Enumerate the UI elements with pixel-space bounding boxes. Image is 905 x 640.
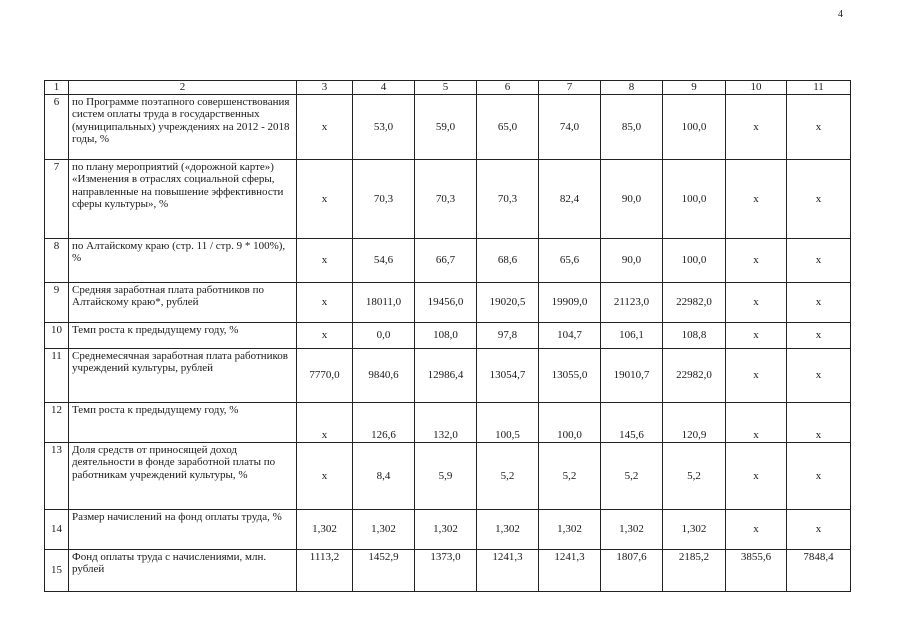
table-row (45, 323, 851, 349)
table-cell: 5,9 (415, 443, 477, 510)
table-cell: 7848,4 (787, 550, 851, 592)
table-row (45, 349, 851, 403)
table-cell: х (787, 160, 851, 239)
table-cell: х (726, 283, 787, 323)
table-cell: х (726, 95, 787, 160)
table-cell: 13054,7 (477, 349, 539, 403)
table-row (45, 443, 851, 510)
table-row (45, 283, 851, 323)
table-cell: 5,2 (477, 443, 539, 510)
row-number: 6 (45, 95, 69, 160)
table-cell: 97,8 (477, 323, 539, 349)
table-row (45, 239, 851, 283)
table-cell: х (297, 95, 353, 160)
table-cell: 0,0 (353, 323, 415, 349)
table-row (45, 95, 851, 160)
table-row (45, 510, 851, 550)
table-cell: 132,0 (415, 403, 477, 443)
table-cell: 1,302 (663, 510, 726, 550)
table-cell: 1,302 (601, 510, 663, 550)
table-cell: 108,0 (415, 323, 477, 349)
table-cell: 5,2 (601, 443, 663, 510)
table-cell: 120,9 (663, 403, 726, 443)
table-cell: 145,6 (601, 403, 663, 443)
table-cell: 68,6 (477, 239, 539, 283)
table-cell: х (726, 239, 787, 283)
table-cell: х (297, 443, 353, 510)
table-cell: х (726, 323, 787, 349)
table-cell: 1241,3 (477, 550, 539, 592)
table-cell: х (787, 349, 851, 403)
table-cell: 100,0 (663, 160, 726, 239)
table-cell: 108,8 (663, 323, 726, 349)
table-row (45, 160, 851, 239)
table-cell: 100,5 (477, 403, 539, 443)
table-cell: х (726, 349, 787, 403)
column-header: 11 (787, 81, 851, 95)
table-cell: 7770,0 (297, 349, 353, 403)
table-cell: 59,0 (415, 95, 477, 160)
row-label: Среднемесячная заработная плата работников учреждений культуры, рублей (69, 349, 297, 403)
table-cell: 100,0 (539, 403, 601, 443)
table-cell: 1113,2 (297, 550, 353, 592)
table-cell: 82,4 (539, 160, 601, 239)
table-cell: 65,6 (539, 239, 601, 283)
column-header: 5 (415, 81, 477, 95)
table-cell: 100,0 (663, 239, 726, 283)
table-cell: х (787, 443, 851, 510)
table-cell: 90,0 (601, 239, 663, 283)
row-number: 11 (45, 349, 69, 403)
row-label: Доля средств от приносящей доход деятельности в фонде заработной платы по работникам учреждений культуры, % (69, 443, 297, 510)
table-cell: 126,6 (353, 403, 415, 443)
table-row (45, 550, 851, 592)
table-cell: 21123,0 (601, 283, 663, 323)
table-cell: 53,0 (353, 95, 415, 160)
table-row (45, 403, 851, 443)
row-label: Средняя заработная плата работников по Алтайскому краю*, рублей (69, 283, 297, 323)
table-cell: х (726, 160, 787, 239)
table-cell: 12986,4 (415, 349, 477, 403)
table-cell: х (297, 323, 353, 349)
table-cell: 65,0 (477, 95, 539, 160)
table-cell: х (787, 510, 851, 550)
table-cell: 5,2 (539, 443, 601, 510)
row-label: по Программе поэтапного совершенствования систем оплаты труда в государственных (муниципальных) учреждениях на 2012 - 2018 годы, % (69, 95, 297, 160)
table-cell: 2185,2 (663, 550, 726, 592)
table-cell: х (726, 443, 787, 510)
table-cell: 1,302 (353, 510, 415, 550)
row-label: Размер начислений на фонд оплаты труда, % (69, 510, 297, 550)
row-number: 9 (45, 283, 69, 323)
row-label: Темп роста к предыдущему году, % (69, 323, 297, 349)
table-cell: 104,7 (539, 323, 601, 349)
row-number: 15 (45, 550, 69, 592)
table-cell: х (297, 403, 353, 443)
column-header: 1 (45, 81, 69, 95)
table-cell: 70,3 (477, 160, 539, 239)
table-cell: 19020,5 (477, 283, 539, 323)
table-cell: х (787, 239, 851, 283)
table-cell: 1,302 (477, 510, 539, 550)
table-cell: 90,0 (601, 160, 663, 239)
table-cell: 54,6 (353, 239, 415, 283)
table-cell: х (726, 510, 787, 550)
indicators-table (44, 80, 851, 592)
table-cell: 22982,0 (663, 283, 726, 323)
table-cell: 1452,9 (353, 550, 415, 592)
table-cell: 106,1 (601, 323, 663, 349)
table-cell: х (297, 239, 353, 283)
table-cell: 1,302 (297, 510, 353, 550)
table-cell: 1807,6 (601, 550, 663, 592)
table-cell: 3855,6 (726, 550, 787, 592)
row-number: 13 (45, 443, 69, 510)
column-header: 2 (69, 81, 297, 95)
column-header: 7 (539, 81, 601, 95)
table-cell: 13055,0 (539, 349, 601, 403)
table-cell: 22982,0 (663, 349, 726, 403)
table-cell: 19456,0 (415, 283, 477, 323)
table-cell: 70,3 (353, 160, 415, 239)
row-label: Темп роста к предыдущему году, % (69, 403, 297, 443)
table-cell: 1373,0 (415, 550, 477, 592)
row-label: по Алтайскому краю (стр. 11 / стр. 9 * 100%), % (69, 239, 297, 283)
column-header: 4 (353, 81, 415, 95)
table-cell: 19010,7 (601, 349, 663, 403)
table-cell: 8,4 (353, 443, 415, 510)
table-cell: 74,0 (539, 95, 601, 160)
table-cell: х (787, 95, 851, 160)
table-cell: 66,7 (415, 239, 477, 283)
table-cell: 18011,0 (353, 283, 415, 323)
table-cell: 1,302 (539, 510, 601, 550)
row-number: 8 (45, 239, 69, 283)
column-header: 8 (601, 81, 663, 95)
row-label: по плану мероприятий («дорожной карте») «Изменения в отраслях социальной сферы, направленные на повышение эффективности сферы культуры», % (69, 160, 297, 239)
column-header: 10 (726, 81, 787, 95)
table-header-row (45, 81, 851, 95)
table-cell: 19909,0 (539, 283, 601, 323)
row-number: 10 (45, 323, 69, 349)
table-cell: 1241,3 (539, 550, 601, 592)
column-header: 9 (663, 81, 726, 95)
table-cell: 5,2 (663, 443, 726, 510)
table-cell: х (726, 403, 787, 443)
row-number: 7 (45, 160, 69, 239)
table-cell: 85,0 (601, 95, 663, 160)
column-header: 6 (477, 81, 539, 95)
row-number: 14 (45, 510, 69, 550)
table-cell: х (787, 323, 851, 349)
table-cell: х (787, 403, 851, 443)
table-cell: 9840,6 (353, 349, 415, 403)
table-cell: 70,3 (415, 160, 477, 239)
row-label: Фонд оплаты труда с начислениями, млн. рублей (69, 550, 297, 592)
table-cell: х (787, 283, 851, 323)
row-number: 12 (45, 403, 69, 443)
table-cell: х (297, 160, 353, 239)
table-cell: 1,302 (415, 510, 477, 550)
page-number: 4 (838, 9, 843, 20)
table-cell: 100,0 (663, 95, 726, 160)
table-cell: х (297, 283, 353, 323)
column-header: 3 (297, 81, 353, 95)
